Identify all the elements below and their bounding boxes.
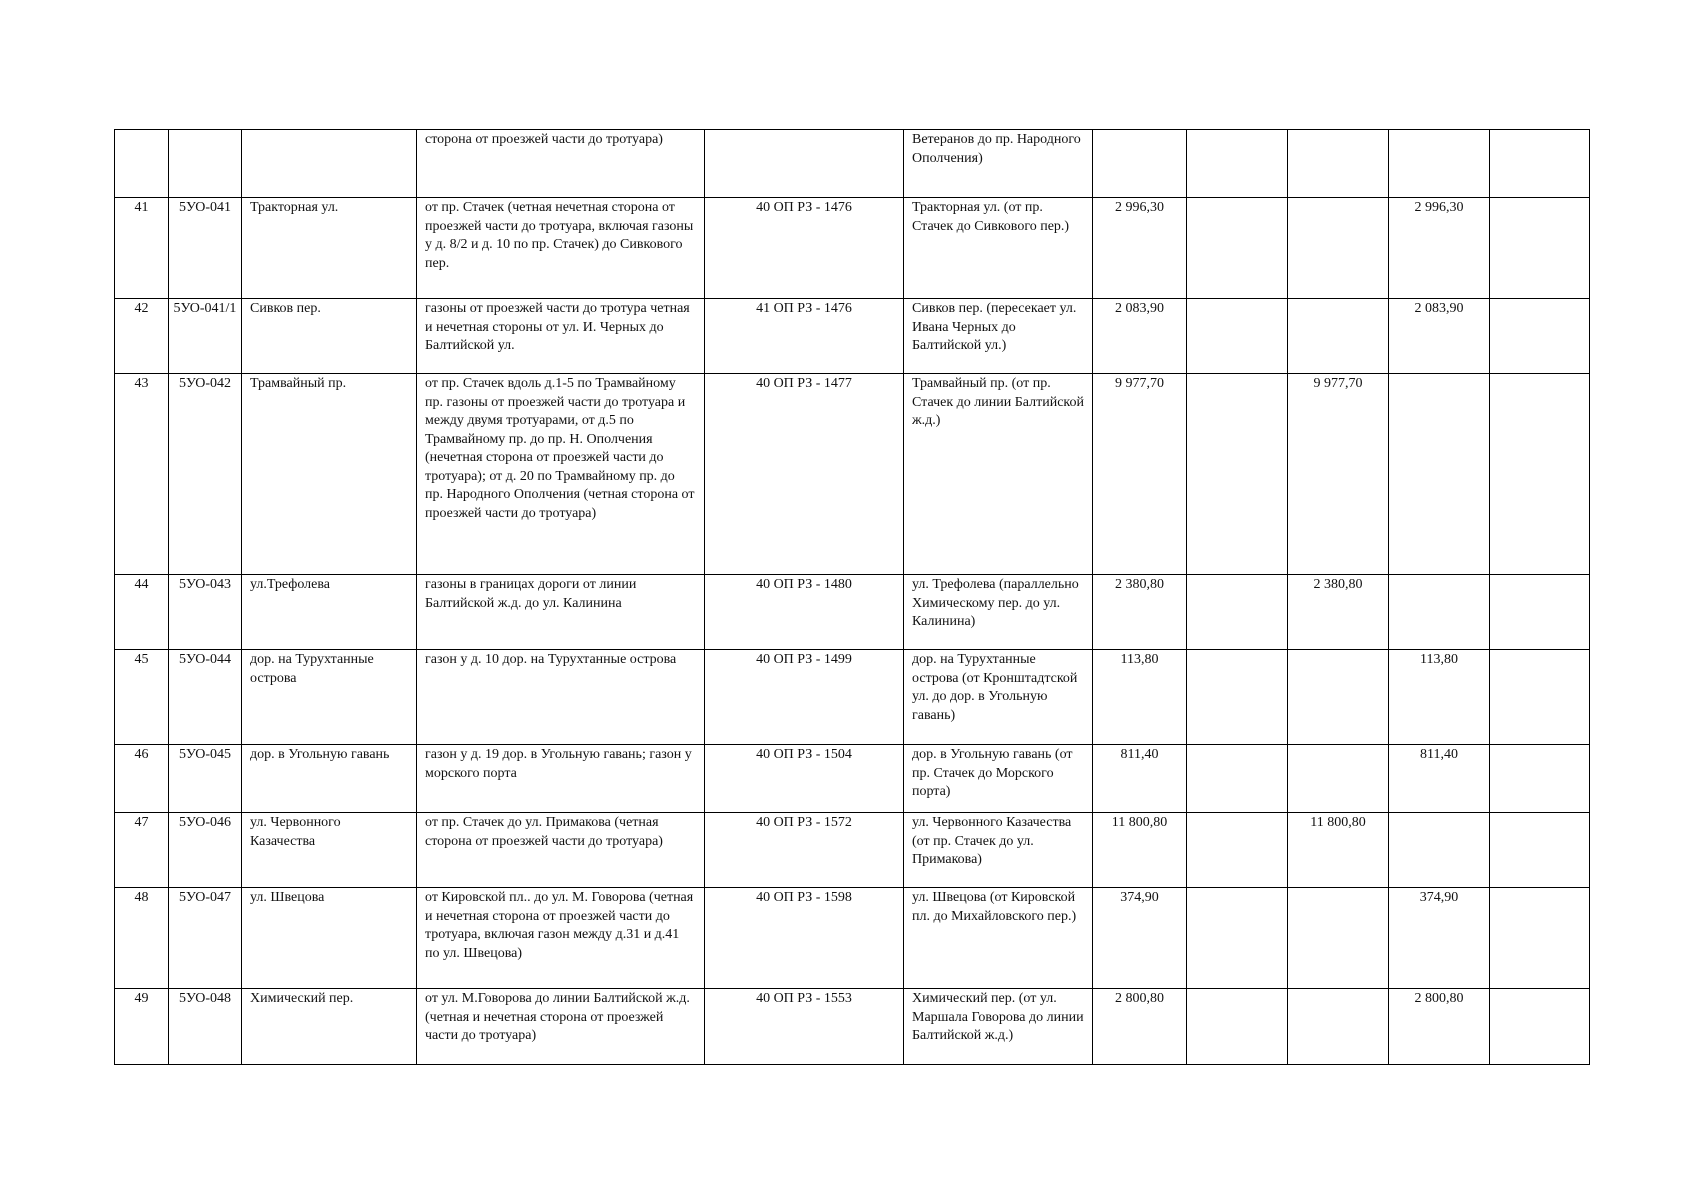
object-code-cell: 5УО-044 <box>169 650 242 745</box>
road-section-cell: дор. на Турухтанные острова (от Кронштадтской ул. до дор. в Угольную гавань) <box>904 650 1093 745</box>
object-code-cell: 5УО-041/1 <box>169 299 242 374</box>
category-2-area-cell <box>1288 745 1389 813</box>
table-row <box>115 989 1590 1065</box>
object-code-cell <box>169 130 242 198</box>
category-4-area-cell <box>1490 198 1590 299</box>
road-section-cell: ул. Швецова (от Кировской пл. до Михайловского пер.) <box>904 888 1093 989</box>
street-name-cell: дор. на Турухтанные острова <box>242 650 417 745</box>
registry-number-cell: 40 ОП РЗ - 1553 <box>705 989 904 1065</box>
street-name-cell: ул.Трефолева <box>242 575 417 650</box>
street-name-cell: Химический пер. <box>242 989 417 1065</box>
category-3-area-cell: 2 800,80 <box>1389 989 1490 1065</box>
description-cell: от пр. Стачек (четная нечетная сторона от проезжей части до тротуара, включая газоны у д. 8/2 и д. 10 по пр. Стачек) до Сивкового пер. <box>417 198 705 299</box>
row-number-cell: 45 <box>115 650 169 745</box>
category-2-area-cell <box>1288 989 1389 1065</box>
description-cell: газон у д. 10 дор. на Турухтанные острова <box>417 650 705 745</box>
object-code-cell: 5УО-045 <box>169 745 242 813</box>
registry-number-cell: 41 ОП РЗ - 1476 <box>705 299 904 374</box>
table-body <box>115 130 1590 1065</box>
total-area-cell <box>1093 130 1187 198</box>
street-name-cell: Тракторная ул. <box>242 198 417 299</box>
category-2-area-cell <box>1288 650 1389 745</box>
street-name-cell: ул. Червонного Казачества <box>242 813 417 888</box>
description-cell: от ул. М.Говорова до линии Балтийской ж.д. (четная и нечетная сторона от проезжей части до тротуара) <box>417 989 705 1065</box>
category-4-area-cell <box>1490 813 1590 888</box>
registry-number-cell <box>705 130 904 198</box>
category-4-area-cell <box>1490 989 1590 1065</box>
category-4-area-cell <box>1490 299 1590 374</box>
category-1-area-cell <box>1187 198 1288 299</box>
road-section-cell: Химический пер. (от ул. Маршала Говорова до линии Балтийской ж.д.) <box>904 989 1093 1065</box>
street-name-cell: ул. Швецова <box>242 888 417 989</box>
description-cell: от пр. Стачек вдоль д.1-5 по Трамвайному пр. газоны от проезжей части до тротуара и между двумя тротуарами, от д.5 по Трамвайному пр. до пр. Н. Ополчения (нечетная сторона от проезжей части до тротуара); от д. 20 по Трамвайному пр. до пр. Народного Ополчения (четная сторона от проезжей части до тротуара) <box>417 374 705 575</box>
table-row <box>115 198 1590 299</box>
row-number-cell: 42 <box>115 299 169 374</box>
row-number-cell: 47 <box>115 813 169 888</box>
category-3-area-cell <box>1389 813 1490 888</box>
table-row <box>115 888 1590 989</box>
category-1-area-cell <box>1187 575 1288 650</box>
category-4-area-cell <box>1490 888 1590 989</box>
category-2-area-cell: 2 380,80 <box>1288 575 1389 650</box>
total-area-cell: 2 996,30 <box>1093 198 1187 299</box>
category-2-area-cell <box>1288 198 1389 299</box>
table-row <box>115 650 1590 745</box>
category-3-area-cell: 374,90 <box>1389 888 1490 989</box>
row-number-cell: 44 <box>115 575 169 650</box>
street-name-cell: Сивков пер. <box>242 299 417 374</box>
category-2-area-cell: 11 800,80 <box>1288 813 1389 888</box>
category-1-area-cell <box>1187 374 1288 575</box>
table-row <box>115 130 1590 198</box>
total-area-cell: 11 800,80 <box>1093 813 1187 888</box>
category-4-area-cell <box>1490 650 1590 745</box>
object-code-cell: 5УО-043 <box>169 575 242 650</box>
road-section-cell: ул. Трефолева (параллельно Химическому пер. до ул. Калинина) <box>904 575 1093 650</box>
category-4-area-cell <box>1490 575 1590 650</box>
registry-number-cell: 40 ОП РЗ - 1598 <box>705 888 904 989</box>
table-row <box>115 813 1590 888</box>
category-1-area-cell <box>1187 745 1288 813</box>
road-section-cell: ул. Червонного Казачества (от пр. Стачек до ул. Примакова) <box>904 813 1093 888</box>
total-area-cell: 2 380,80 <box>1093 575 1187 650</box>
object-code-cell: 5УО-048 <box>169 989 242 1065</box>
total-area-cell: 9 977,70 <box>1093 374 1187 575</box>
category-1-area-cell <box>1187 989 1288 1065</box>
category-1-area-cell <box>1187 888 1288 989</box>
object-code-cell: 5УО-047 <box>169 888 242 989</box>
category-2-area-cell: 9 977,70 <box>1288 374 1389 575</box>
description-cell: сторона от проезжей части до тротуара) <box>417 130 705 198</box>
category-3-area-cell: 811,40 <box>1389 745 1490 813</box>
road-section-cell: Трамвайный пр. (от пр. Стачек до линии Балтийской ж.д.) <box>904 374 1093 575</box>
object-code-cell: 5УО-042 <box>169 374 242 575</box>
street-name-cell: дор. в Угольную гавань <box>242 745 417 813</box>
category-2-area-cell <box>1288 130 1389 198</box>
table-row <box>115 745 1590 813</box>
registry-number-cell: 40 ОП РЗ - 1572 <box>705 813 904 888</box>
greenery-register-table <box>114 129 1590 1065</box>
total-area-cell: 2 083,90 <box>1093 299 1187 374</box>
category-1-area-cell <box>1187 299 1288 374</box>
category-3-area-cell: 2 996,30 <box>1389 198 1490 299</box>
registry-number-cell: 40 ОП РЗ - 1499 <box>705 650 904 745</box>
category-4-area-cell <box>1490 130 1590 198</box>
category-3-area-cell: 2 083,90 <box>1389 299 1490 374</box>
object-code-cell: 5УО-041 <box>169 198 242 299</box>
registry-number-cell: 40 ОП РЗ - 1477 <box>705 374 904 575</box>
category-4-area-cell <box>1490 745 1590 813</box>
row-number-cell <box>115 130 169 198</box>
registry-number-cell: 40 ОП РЗ - 1476 <box>705 198 904 299</box>
category-1-area-cell <box>1187 650 1288 745</box>
total-area-cell: 113,80 <box>1093 650 1187 745</box>
road-section-cell: Тракторная ул. (от пр. Стачек до Сивкового пер.) <box>904 198 1093 299</box>
row-number-cell: 48 <box>115 888 169 989</box>
description-cell: от пр. Стачек до ул. Примакова (четная сторона от проезжей части до тротуара) <box>417 813 705 888</box>
description-cell: газоны от проезжей части до тротура четная и нечетная стороны от ул. И. Черных до Балтийской ул. <box>417 299 705 374</box>
category-1-area-cell <box>1187 813 1288 888</box>
description-cell: газон у д. 19 дор. в Угольную гавань; газон у морского порта <box>417 745 705 813</box>
category-3-area-cell <box>1389 130 1490 198</box>
total-area-cell: 811,40 <box>1093 745 1187 813</box>
row-number-cell: 49 <box>115 989 169 1065</box>
street-name-cell: Трамвайный пр. <box>242 374 417 575</box>
road-section-cell: Ветеранов до пр. Народного Ополчения) <box>904 130 1093 198</box>
table-row <box>115 299 1590 374</box>
row-number-cell: 41 <box>115 198 169 299</box>
table-row <box>115 374 1590 575</box>
category-2-area-cell <box>1288 888 1389 989</box>
row-number-cell: 43 <box>115 374 169 575</box>
registry-number-cell: 40 ОП РЗ - 1504 <box>705 745 904 813</box>
total-area-cell: 2 800,80 <box>1093 989 1187 1065</box>
category-2-area-cell <box>1288 299 1389 374</box>
registry-number-cell: 40 ОП РЗ - 1480 <box>705 575 904 650</box>
category-3-area-cell <box>1389 374 1490 575</box>
street-name-cell <box>242 130 417 198</box>
table-row <box>115 575 1590 650</box>
category-4-area-cell <box>1490 374 1590 575</box>
category-3-area-cell <box>1389 575 1490 650</box>
total-area-cell: 374,90 <box>1093 888 1187 989</box>
row-number-cell: 46 <box>115 745 169 813</box>
road-section-cell: дор. в Угольную гавань (от пр. Стачек до Морского порта) <box>904 745 1093 813</box>
category-1-area-cell <box>1187 130 1288 198</box>
category-3-area-cell: 113,80 <box>1389 650 1490 745</box>
road-section-cell: Сивков пер. (пересекает ул. Ивана Черных до Балтийской ул.) <box>904 299 1093 374</box>
description-cell: от Кировской пл.. до ул. М. Говорова (четная и нечетная сторона от проезжей части до тротуара, включая газон между д.31 и д.41 по ул. Швецова) <box>417 888 705 989</box>
object-code-cell: 5УО-046 <box>169 813 242 888</box>
description-cell: газоны в границах дороги от линии Балтийской ж.д. до ул. Калинина <box>417 575 705 650</box>
